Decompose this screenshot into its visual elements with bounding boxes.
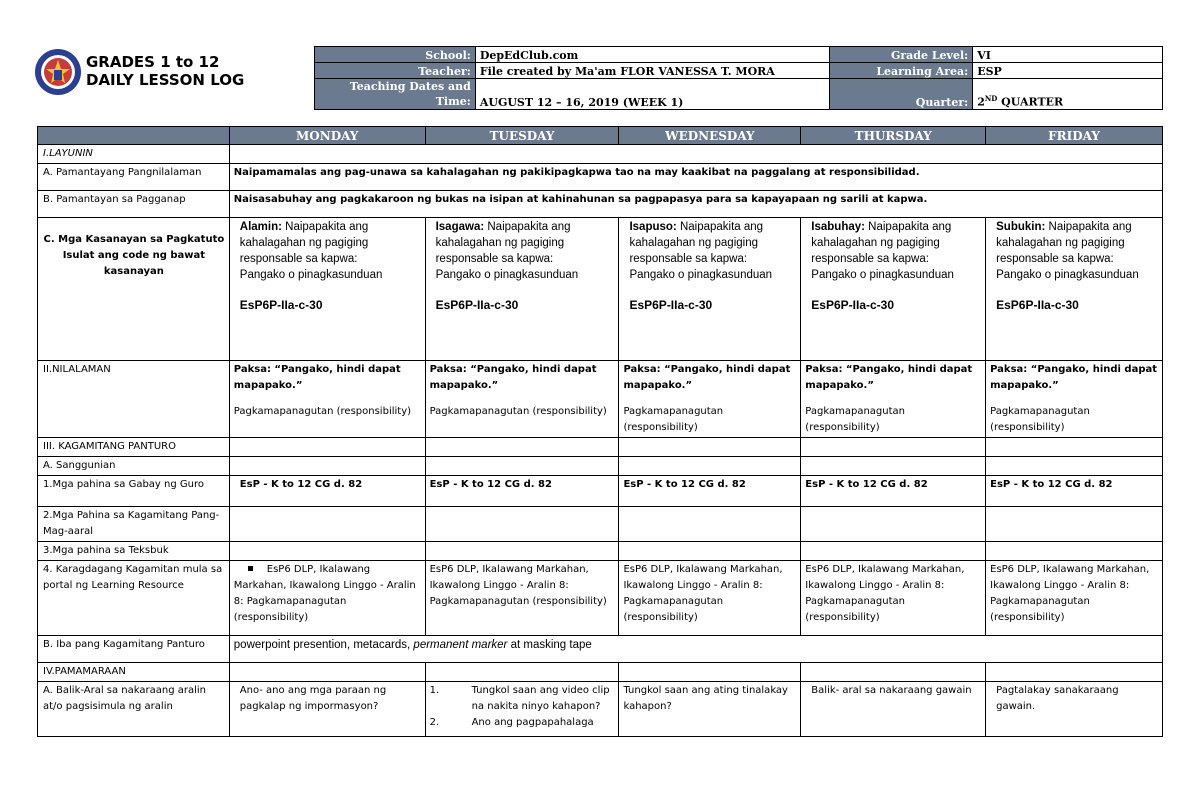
- learning-resource-friday: EsP6 DLP, Ikalawang Markahan, Ikawalong Linggo - Aralin 8: Pagkamapanagutan (responsibility): [986, 561, 1163, 636]
- bullet-icon: [248, 566, 253, 571]
- row-iba-pang-kagamitan: [38, 636, 1163, 663]
- gabay-tuesday: EsP - K to 12 CG d. 82: [425, 476, 619, 507]
- school-label: School:: [315, 47, 476, 63]
- balik-aral-label: A. Balik-Aral sa nakaraang aralin at/o pagsisimula ng aralin: [38, 682, 230, 737]
- list-item: 1. Tungkol saan ang video clip na nakita ninyo kahapon?: [429, 685, 610, 712]
- kagamitang-panturo-heading: III. KAGAMITANG PANTURO: [38, 438, 230, 457]
- iba-pang-kagamitan-value: powerpoint presention, metacards, permanent marker at masking tape: [229, 636, 1162, 663]
- kasanayan-tuesday: Isagawa: Naipapakita ang kahalagahan ng pagiging responsable sa kapwa: Pangako o pinagkasunduan EsP6P-IIa-c-30: [425, 218, 619, 361]
- row-kagamitang-mag-aaral: [38, 507, 1163, 542]
- kasanayan-thursday: Isabuhay: Naipapakita ang kahalagahan ng pagiging responsable sa kapwa: Pangako o pinagkasunduan EsP6P-IIa-c-30: [801, 218, 986, 361]
- balik-aral-friday: Pagtalakay sanakaraang gawain.: [986, 682, 1163, 737]
- balik-aral-tuesday-list: [430, 683, 615, 731]
- day-monday: MONDAY: [229, 127, 425, 145]
- gabay-monday: EsP - K to 12 CG d. 82: [229, 476, 425, 507]
- balik-aral-monday: Ano- ano ang mga paraan ng pagkalap ng impormasyon?: [229, 682, 425, 737]
- day-tuesday: TUESDAY: [425, 127, 619, 145]
- row-sanggunian: [38, 457, 1163, 476]
- teaching-dates-label: Teaching Dates and Time:: [315, 79, 476, 110]
- nilalaman-monday: Paksa: “Pangako, hindi dapat mapapako.” Pagkamapanagutan (responsibility): [229, 361, 425, 438]
- row-mga-kasanayan: [38, 218, 1163, 361]
- pamamaraan-heading: IV.PAMAMARAAN: [38, 663, 230, 682]
- nilalaman-tuesday: Paksa: “Pangako, hindi dapat mapapako.” Pagkamapanagutan (responsibility): [425, 361, 619, 438]
- row-gabay-ng-guro: [38, 476, 1163, 507]
- learning-area-value: ESP: [973, 63, 1163, 79]
- row-teksbuk: [38, 542, 1163, 561]
- kasanayan-wednesday: Isapuso: Naipapakita ang kahalagahan ng pagiging responsable sa kapwa: Pangako o pinagkasunduan EsP6P-IIa-c-30: [619, 218, 801, 361]
- balik-aral-wednesday: Tungkol saan ang ating tinalakay kahapon?: [619, 682, 801, 737]
- deped-seal-logo: [34, 48, 82, 96]
- lesson-log-table: [37, 126, 1163, 737]
- nilalaman-wednesday: Paksa: “Pangako, hindi dapat mapapako.” Pagkamapanagutan (responsibility): [619, 361, 801, 438]
- gabay-friday: EsP - K to 12 CG d. 82: [986, 476, 1163, 507]
- school-value: DepEdClub.com: [475, 47, 830, 63]
- lesson-info-table: [314, 46, 1163, 110]
- kasanayan-monday: Alamin: Naipapakita ang kahalagahan ng pagiging responsable sa kapwa: Pangako o pinagkasunduan EsP6P-IIa-c-30: [229, 218, 425, 361]
- section-layunin: [38, 145, 1163, 164]
- learning-resource-tuesday: EsP6 DLP, Ikalawang Markahan, Ikawalong Linggo - Aralin 8: Pagkamapanagutan (responsibility): [425, 561, 619, 636]
- quarter-label: Quarter:: [830, 79, 973, 110]
- grade-level-value: VI: [973, 47, 1163, 63]
- teacher-label: Teacher:: [315, 63, 476, 79]
- nilalaman-thursday: Paksa: “Pangako, hindi dapat mapapako.” Pagkamapanagutan (responsibility): [801, 361, 986, 438]
- row-nilalaman: [38, 361, 1163, 438]
- nilalaman-friday: Paksa: “Pangako, hindi dapat mapapako.” Pagkamapanagutan (responsibility): [986, 361, 1163, 438]
- balik-aral-thursday: Balik- aral sa nakaraang gawain: [801, 682, 986, 737]
- learning-resource-thursday: EsP6 DLP, Ikalawang Markahan, Ikawalong Linggo - Aralin 8: Pagkamapanagutan (responsibility): [801, 561, 986, 636]
- gabay-ng-guro-label: 1.Mga pahina sa Gabay ng Guro: [38, 476, 230, 507]
- pamantayang-pangnilalaman-label: A. Pamantayang Pangnilalaman: [38, 164, 230, 191]
- row-balik-aral: [38, 682, 1163, 737]
- section-kagamitang-panturo: [38, 438, 1163, 457]
- pamantayan-sa-pagganap-text: Naisasabuhay ang pagkakaroon ng bukas na isipan at kahinahunan sa pagpapasya para sa kapayapaan ng sarili at kapwa.: [229, 191, 1162, 218]
- gabay-thursday: EsP - K to 12 CG d. 82: [801, 476, 986, 507]
- learning-resource-monday: EsP6 DLP, Ikalawang Markahan, Ikawalong Linggo - Aralin 8: Pagkamapanagutan (responsibility): [229, 561, 425, 636]
- day-friday: FRIDAY: [986, 127, 1163, 145]
- learning-resource-label: 4. Karagdagang Kagamitan mula sa portal ng Learning Resource: [38, 561, 230, 636]
- list-item: 2. Ano ang pagpapahalaga: [429, 717, 594, 728]
- teacher-value: File created by Ma'am FLOR VANESSA T. MORA: [475, 63, 830, 79]
- nilalaman-label: II.NILALAMAN: [38, 361, 230, 438]
- kasanayan-friday: Subukin: Naipapakita ang kahalagahan ng pagiging responsable sa kapwa: Pangako o pinagkasunduan EsP6P-IIa-c-30: [986, 218, 1163, 361]
- day-header-row: [38, 127, 1163, 145]
- learning-resource-wednesday: EsP6 DLP, Ikalawang Markahan, Ikawalong Linggo - Aralin 8: Pagkamapanagutan (responsibility): [619, 561, 801, 636]
- balik-aral-tuesday: [425, 682, 619, 737]
- grade-level-label: Grade Level:: [830, 47, 973, 63]
- pamantayang-pangnilalaman-text: Naipamamalas ang pag-unawa sa kahalagahan ng pakikipagkapwa tao na may kaakibat na paggalang at responsibilidad.: [229, 164, 1162, 191]
- learning-area-label: Learning Area:: [830, 63, 973, 79]
- layunin-heading: I.LAYUNIN: [38, 145, 230, 164]
- iba-pang-kagamitan-label: B. Iba pang Kagamitang Panturo: [38, 636, 230, 663]
- pamantayan-sa-pagganap-label: B. Pamantayan sa Pagganap: [38, 191, 230, 218]
- page-title: GRADES 1 to 12 DAILY LESSON LOG: [86, 53, 245, 89]
- day-wednesday: WEDNESDAY: [619, 127, 801, 145]
- sanggunian-label: A. Sanggunian: [38, 457, 230, 476]
- kagamitang-mag-aaral-label: 2.Mga Pahina sa Kagamitang Pang-Mag-aaral: [38, 507, 230, 542]
- row-pamantayang-pangnilalaman: [38, 164, 1163, 191]
- mga-kasanayan-label: C. Mga Kasanayan sa Pagkatuto Isulat ang code ng bawat kasanayan: [38, 218, 230, 361]
- row-pamantayan-sa-pagganap: [38, 191, 1163, 218]
- teaching-dates-value: AUGUST 12 – 16, 2019 (WEEK 1): [475, 79, 830, 110]
- section-pamamaraan: [38, 663, 1163, 682]
- teksbuk-label: 3.Mga pahina sa Teksbuk: [38, 542, 230, 561]
- row-learning-resource: [38, 561, 1163, 636]
- day-thursday: THURSDAY: [801, 127, 986, 145]
- quarter-value: 2ND QUARTER: [973, 79, 1163, 110]
- gabay-wednesday: EsP - K to 12 CG d. 82: [619, 476, 801, 507]
